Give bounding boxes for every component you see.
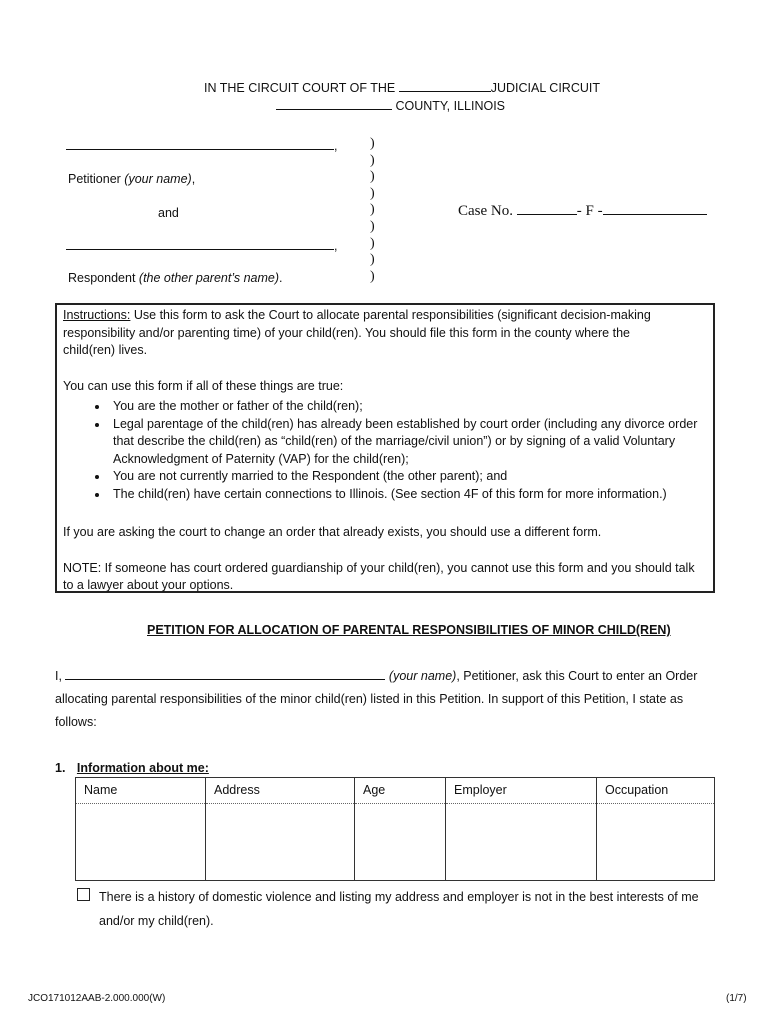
section-1-number: 1. (55, 761, 66, 775)
court-header-pre: IN THE CIRCUIT COURT OF THE (204, 81, 396, 95)
form-code: JCO171012AAB-2.000.000(W) (28, 993, 166, 1004)
domestic-violence-line2: and/or my child(ren). (99, 914, 214, 928)
and-label: and (158, 206, 179, 220)
petition-title: PETITION FOR ALLOCATION OF PARENTAL RESPONSIBILITIES OF MINOR CHILD(REN) (147, 623, 671, 637)
case-number-row (458, 200, 707, 220)
petition-intro-line3: follows: (55, 715, 97, 729)
caption-paren-column (370, 136, 375, 285)
eligibility-item: • Legal parentage of the child(ren) has already been established by court order (including any divorce order that describe the child(ren) as “child(ren) of the marriage/civil union”) or by signing of a valid Voluntary Acknowledgment of Paternity (VAP) for the child(ren); (109, 416, 709, 469)
column-header-employer: Employer (446, 778, 597, 804)
eligibility-item: • The child(ren) have certain connections to Illinois. (See section 4F of this form for more information.) (109, 486, 709, 504)
section-1-title: Information about me: (76, 761, 209, 775)
instructions-text1: Use this form to ask the Court to allocate parental responsibilities (significant decision-making (130, 308, 651, 322)
name-cell[interactable] (76, 804, 206, 881)
petitioner-suffix: , (191, 172, 196, 186)
age-cell[interactable] (355, 804, 446, 881)
case-no-label: Case No. (458, 203, 513, 219)
petition-name-blank[interactable] (65, 666, 385, 680)
page-number: (1/7) (726, 993, 747, 1004)
paren: ) (370, 169, 375, 185)
petition-intro-line1 (55, 666, 697, 685)
paren: ) (370, 152, 375, 168)
domestic-violence-line1: There is a history of domestic violence and listing my address and employer is not in the best interests of me (99, 890, 699, 904)
address-cell[interactable] (206, 804, 355, 881)
paren: ) (370, 235, 375, 251)
respondent-name-blank[interactable] (66, 236, 334, 250)
column-header-address: Address (206, 778, 355, 804)
paren: ) (370, 268, 375, 284)
case-separator: - F - (576, 203, 603, 219)
petitioner-name-line (66, 136, 337, 155)
court-header-line1 (204, 78, 600, 97)
guardianship-note-line1: NOTE: If someone has court ordered guardianship of your child(ren), you cannot use this form and you should talk (63, 561, 695, 575)
instructions-line3: child(ren) lives. (63, 343, 148, 357)
petition-intro-line2: allocating parental responsibilities of the minor child(ren) listed in this Petition. In support of this Petition, I state as (55, 692, 684, 706)
paren: ) (370, 218, 375, 234)
petitioner-label-row (68, 170, 195, 188)
respondent-label-row (68, 269, 283, 287)
instructions-line2: responsibility and/or parenting time) of your child(ren). You should file this form in the county where the (63, 326, 630, 340)
petition-intro-rest: , Petitioner, ask this Court to enter an Order (456, 669, 698, 683)
circuit-number-blank[interactable] (399, 78, 491, 92)
county-label: COUNTY, ILLINOIS (395, 99, 506, 113)
petitioner-info-table (75, 777, 715, 881)
case-number-blank[interactable] (603, 200, 707, 215)
instructions-line1 (63, 307, 651, 325)
petition-i: I, (55, 669, 62, 683)
respondent-comma: , (334, 239, 338, 253)
column-header-name: Name (76, 778, 206, 804)
eligibility-list (63, 398, 709, 503)
eligibility-item: • You are not currently married to the Respondent (the other parent); and (109, 468, 709, 486)
petitioner-comma: , (334, 139, 338, 153)
occupation-cell[interactable] (597, 804, 715, 881)
eligibility-item: • You are the mother or father of the child(ren); (109, 398, 709, 416)
respondent-name-line (66, 236, 337, 255)
table-header-row (76, 778, 715, 804)
petitioner-label: Petitioner (68, 172, 121, 186)
section-1-heading (55, 759, 209, 777)
case-year-blank[interactable] (517, 200, 577, 215)
change-order-note: If you are asking the court to change an order that already exists, you should use a different form. (63, 525, 602, 539)
paren: ) (370, 202, 375, 218)
court-header-post: JUDICIAL CIRCUIT (490, 81, 600, 95)
respondent-label: Respondent (68, 271, 136, 285)
petitioner-name-blank[interactable] (66, 136, 334, 150)
domestic-violence-checkbox[interactable] (77, 888, 90, 901)
instructions-box (55, 303, 715, 593)
table-row (76, 804, 715, 881)
instructions-label: Instructions: (63, 308, 131, 322)
court-header-line2 (276, 96, 505, 115)
eligibility-intro: You can use this form if all of these things are true: (63, 379, 344, 393)
respondent-hint: (the other parent’s name) (138, 271, 280, 285)
paren: ) (370, 252, 375, 268)
paren: ) (370, 136, 375, 151)
county-blank[interactable] (276, 96, 392, 110)
employer-cell[interactable] (446, 804, 597, 881)
paren: ) (370, 185, 375, 201)
column-header-occupation: Occupation (597, 778, 715, 804)
petitioner-hint: (your name) (124, 172, 192, 186)
petition-your-name-hint: (your name) (388, 669, 457, 683)
guardianship-note-line2: to a lawyer about your options. (63, 578, 234, 592)
respondent-suffix: . (279, 271, 283, 285)
column-header-age: Age (355, 778, 446, 804)
